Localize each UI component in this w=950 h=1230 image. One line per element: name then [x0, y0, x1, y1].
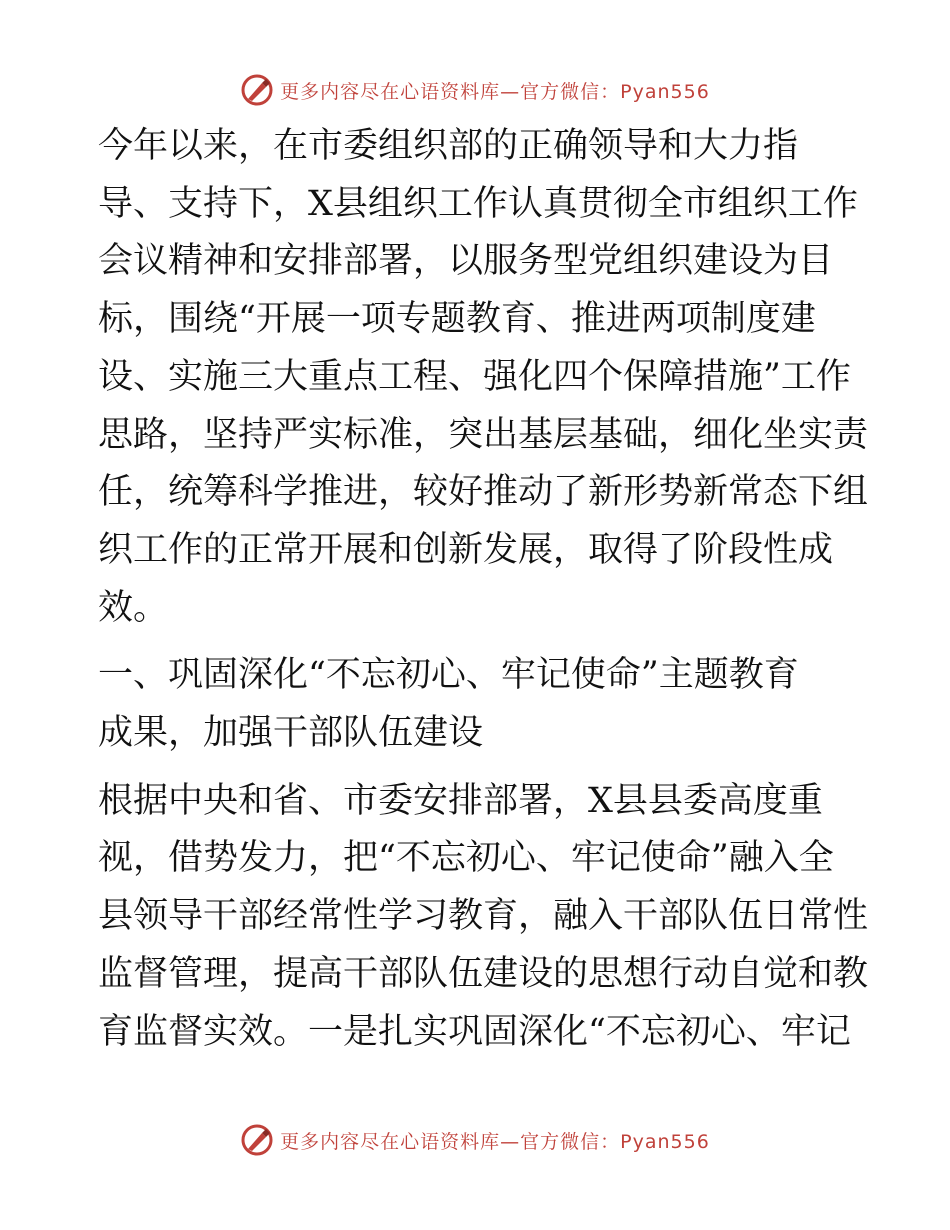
text-line: 视，借势发力，把“不忘初心、牢记使命”融入全 — [98, 838, 834, 879]
document-body — [98, 118, 869, 1061]
text-line: 监督管理，提高干部队伍建设的思想行动自觉和教 — [98, 953, 869, 994]
footer-watermark — [0, 1120, 950, 1160]
text-line: 成果，加强干部队伍建设 — [98, 713, 484, 754]
text-line: 织工作的正常开展和创新发展，取得了阶段性成 — [98, 529, 834, 570]
section-paragraph — [98, 773, 869, 1062]
text-line: 导、支持下，X县组织工作认真贯彻全市组织工作 — [98, 183, 858, 224]
text-line: 会议精神和安排部署，以服务型党组织建设为目 — [98, 241, 834, 282]
watermark-text: 更多内容尽在心语资料库—官方微信：Pyan556 — [280, 80, 710, 103]
header-watermark — [0, 70, 950, 110]
watermark-text: 更多内容尽在心语资料库—官方微信：Pyan556 — [280, 1130, 710, 1153]
text-line: 任，统筹科学推进，较好推动了新形势新常态下组 — [98, 472, 869, 513]
text-line: 一、巩固深化“不忘初心、牢记使命”主题教育 — [98, 655, 799, 696]
text-line: 根据中央和省、市委安排部署，X县县委高度重 — [98, 780, 823, 821]
pen-logo-icon — [240, 73, 274, 107]
section-heading — [98, 647, 858, 762]
text-line: 设、实施三大重点工程、强化四个保障措施”工作 — [98, 356, 851, 397]
text-line: 思路，坚持严实标准，突出基层基础，细化坐实责 — [98, 414, 869, 455]
text-line: 县领导干部经常性学习教育，融入干部队伍日常性 — [98, 896, 869, 937]
text-line: 育监督实效。一是扎实巩固深化“不忘初心、牢记 — [98, 1011, 851, 1052]
pen-logo-icon — [240, 1123, 274, 1157]
text-line: 标，围绕“开展一项专题教育、推进两项制度建 — [98, 299, 816, 340]
text-line: 今年以来，在市委组织部的正确领导和大力指 — [98, 126, 799, 166]
intro-paragraph — [98, 118, 869, 637]
text-line: 效。 — [98, 587, 169, 628]
